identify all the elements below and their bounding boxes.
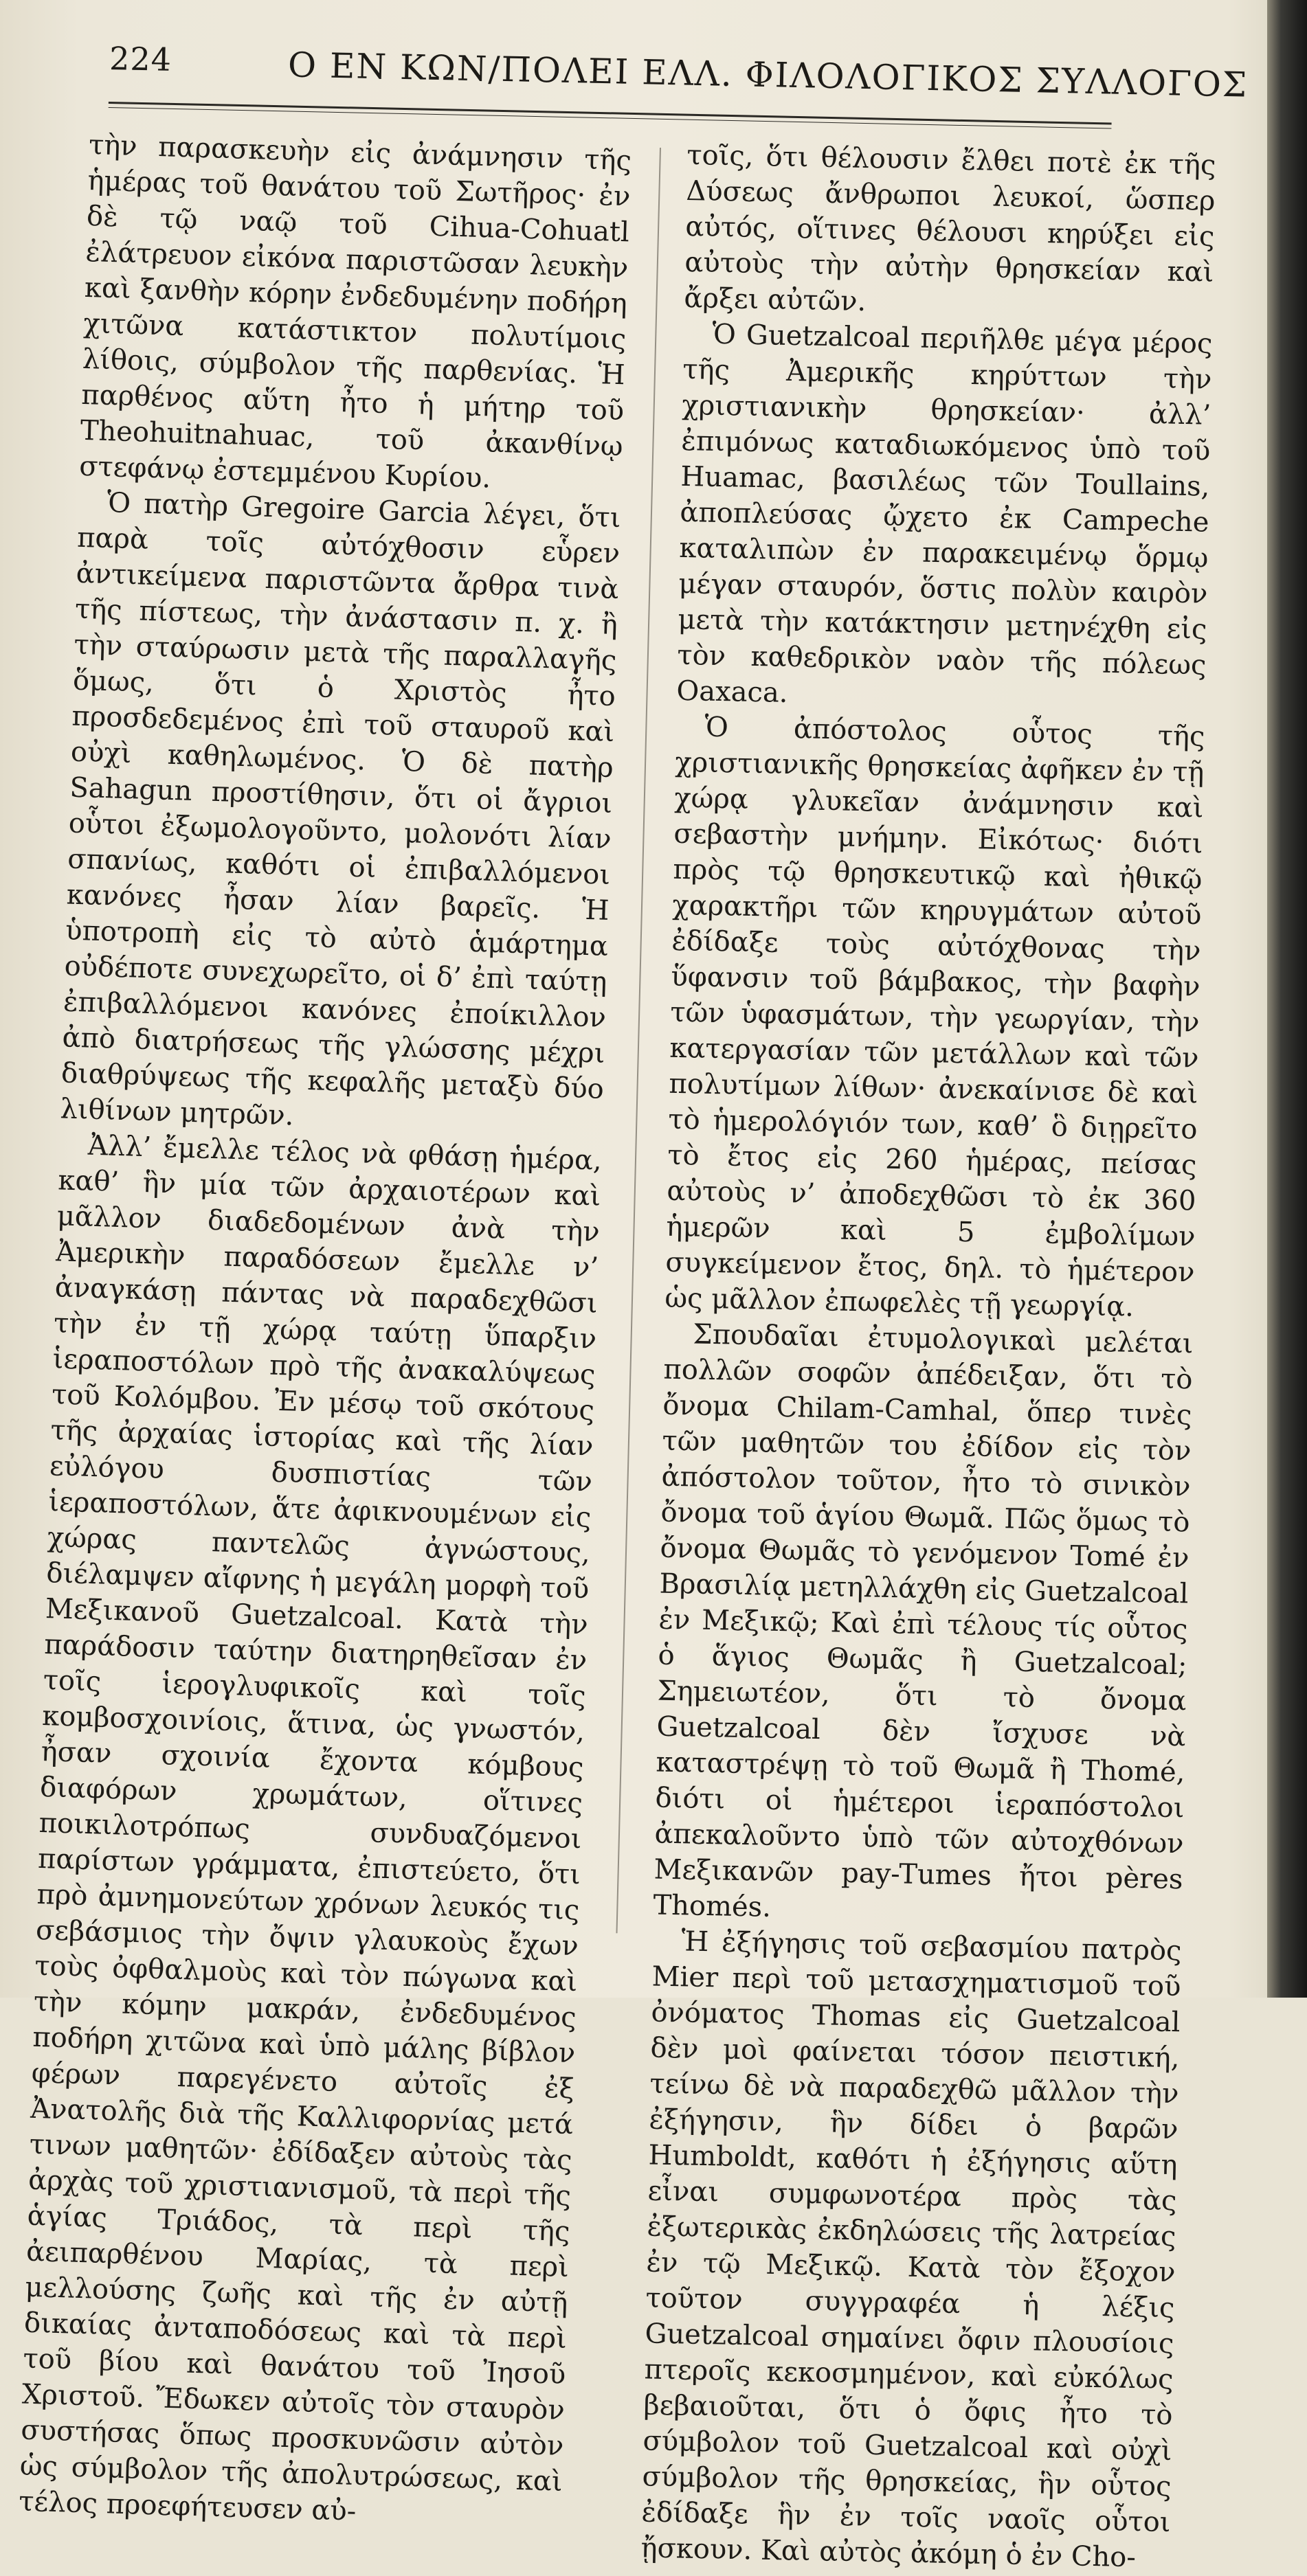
right-column [640,137,1216,2576]
paragraph: Ὁ Guetzalcoal περιῆλθε μέγα μέρος τῆς Ἀμερικῆς κηρύττων τὴν χριστιανικὴν θρησκείαν· ἀλλ’ ἐπιμόνως καταδιωκόμενος ὑπὸ τοῦ Huamac, βασιλέως τῶν Toullains, ἀποπλεύσας ᾤχετο ἐκ Campeche καταλιπὼν ἐν παρακειμένῳ ὅρμῳ μέγαν σταυρόν, ὅστις πολὺν καιρὸν μετὰ τὴν κατάκτησιν μετηνέχθη εἰς τὸν καθεδρικὸν ναὸν τῆς πόλεως Oaxaca. [676,318,1213,709]
running-title: Ο ΕΝ ΚΩΝ/ΠΟΛΕΙ ΕΛΛ. ΦΙΛΟΛΟΓΙΚΟΣ ΣΥΛΛΟΓΟΣ [287,45,1249,105]
paragraph: τοῖς, ὅτι θέλουσιν ἔλθει ποτὲ ἐκ τῆς Δύσεως ἄνθρωποι λευκοί, ὥσπερ αὐτός, οἵτινες θέλουσι κηρύξει εἰς αὐτοὺς τὴν αὐτὴν θρησκείαν καὶ ἄρξει αὐτῶν. [684,139,1216,318]
paragraph: Ἀλλ’ ἔμελλε τέλος νὰ φθάσῃ ἡμέρα, καθ’ ἣν μία τῶν ἀρχαιοτέρων καὶ μᾶλλον διαδεδομένων ἀνὰ τὴν Ἀμερικὴν παραδόσεων ἔμελλε ν’ ἀναγκάσῃ πάντας νὰ παραδεχθῶσι τὴν ἐν τῇ χώρᾳ ταύτῃ ὕπαρξιν ἱεραποστόλων πρὸ τῆς ἀνακαλύψεως τοῦ Κολόμβου. Ἐν μέσῳ τοῦ σκότους τῆς ἀρχαίας ἱστορίας καὶ τῆς λίαν εὐλόγου δυσπιστίας τῶν ἱεραποστόλων, ἅτε ἀφικνουμένων εἰς χώρας παντελῶς ἀγνώστους, διέλαμψεν αἴφνης ἡ μεγάλη μορφὴ τοῦ Μεξικανοῦ Guetzalcoal. Κατὰ τὴν παράδοσιν ταύτην διατηρηθεῖσαν ἐν τοῖς ἱερογλυφικοῖς καὶ τοῖς κομβοσχοινίοις, ἅτινα, ὡς γνωστόν, ἦσαν σχοινία ἔχοντα κόμβους διαφόρων χρωμάτων, οἵτινες ποικιλοτρόπως συνδυαζόμενοι παρίστων γράμματα, ἐπιστεύετο, ὅτι πρὸ ἀμνημονεύτων χρόνων λευκός τις σεβάσμιος τὴν ὄψιν γλαυκοὺς ἔχων τοὺς ὀφθαλμοὺς καὶ τὸν πώγωνα καὶ τὴν κόμην μακράν, ἐνδεδυμένος ποδήρη χιτῶνα καὶ ὑπὸ μάλης βίβλον φέρων παρεγένετο αὐτοῖς ἐξ Ἀνατολῆς διὰ τῆς Καλλιφορνίας μετά τινων μαθητῶν· ἐδίδαξεν αὐτοὺς τὰς ἀρχὰς τοῦ χριστιανισμοῦ, τὰ περὶ τῆς ἁγίας Τριάδος, τὰ περὶ τῆς ἀειπαρθένου Μαρίας, τὰ περὶ μελλούσης ζωῆς καὶ τῆς ἐν αὐτῇ δικαίας ἀνταποδόσεως καὶ τὰ περὶ τοῦ βίου καὶ θανάτου τοῦ Ἰησοῦ Χριστοῦ. Ἔδωκεν αὐτοῖς τὸν σταυρὸν συστήσας ὅπως προσκυνῶσιν αὐτὸν ὡς σύμβολον τῆς ἀπολυτρώσεως, καὶ τέλος προεφήτευσεν αὐ- [18,1129,603,2528]
page-header [108,33,1249,137]
paragraph: Ὁ πατὴρ Gregoire Garcia λέγει, ὅτι παρὰ τοῖς αὐτόχθοσιν εὗρεν ἀντικείμενα παριστῶντα ἄρθρα τινὰ τῆς πίστεως, τὴν ἀνάστασιν π. χ. ἢ τὴν σταύρωσιν μετὰ τῆς παραλλαγῆς ὅμως, ὅτι ὁ Χριστὸς ἦτο προσδεδεμένος ἐπὶ τοῦ σταυροῦ καὶ οὐχὶ καθηλωμένος. Ὁ δὲ πατὴρ Sahagun προστίθησιν, ὅτι οἱ ἄγριοι οὗτοι ἐξωμολογοῦντο, μολονότι λίαν σπανίως, καθότι οἱ ἐπιβαλλόμενοι κανόνες ἦσαν λίαν βαρεῖς. Ἡ ὑποτροπὴ εἰς τὸ αὐτὸ ἁμάρτημα οὐδέποτε συνεχωρεῖτο, οἱ δ’ ἐπὶ ταύτῃ ἐπιβαλλόμενοι κανόνες ἐποίκιλλον ἀπὸ διατρήσεως τῆς γλώσσης μέχρι διαθρύψεως τῆς κεφαλῆς μεταξὺ δύο λιθίνων μητρῶν. [59,487,622,1132]
page-number: 224 [109,39,172,78]
paragraph: Σπουδαῖαι ἐτυμολογικαὶ μελέται πολλῶν σοφῶν ἀπέδειξαν, ὅτι τὸ ὄνομα Chilam-Camhal, ὅπερ τινὲς τῶν μαθητῶν του ἐδίδον εἰς τὸν ἀπόστολον τοῦτον, ἦτο τὸ σινικὸν ὄνομα τοῦ ἁγίου Θωμᾶ. Πῶς ὅμως τὸ ὄνομα Θωμᾶς τὸ γενόμενον Tomé ἐν Βρασιλίᾳ μετηλλάχθη εἰς Guetzalcoal ἐν Μεξικῷ; Καὶ ἐπὶ τέλους τίς οὗτος ὁ ἅγιος Θωμᾶς ἢ Guetzalcoal; Σημειωτέον, ὅτι τὸ ὄνομα Guetzalcoal δὲν ἴσχυσε νὰ καταστρέψῃ τὸ τοῦ Θωμᾶ ἢ Thomé, διότι οἱ ἡμέτεροι ἱεραπόστολοι ἀπεκαλοῦντο ὑπὸ τῶν αὐτοχθόνων Μεξικανῶν pay-Tumes ἤτοι pères Thomés. [653,1318,1194,1923]
left-column [19,127,632,2535]
paragraph: Ἡ ἐξήγησις τοῦ σεβασμίου πατρὸς Mier περὶ τοῦ μετασχηματισμοῦ τοῦ ὀνόματος Thomas εἰς Guetzalcoal δὲν μοὶ φαίνεται τόσον πειστική, τείνω δὲ νὰ παραδεχθῶ μᾶλλον τὴν ἐξήγησιν, ἣν δίδει ὁ βαρῶν Humboldt, καθότι ἡ ἐξήγησις αὕτη εἶναι συμφωνοτέρα πρὸς τὰς ἐξωτερικὰς ἐκδηλώσεις τῆς λατρείας ἐν τῷ Μεξικῷ. Κατὰ τὸν ἔξοχον τοῦτον συγγραφέα ἡ λέξις Guetzalcoal σημαίνει ὄφιν πλουσίοις πτεροῖς κεκοσμημένον, καὶ εὐκόλως βεβαιοῦται, ὅτι ὁ ὄφις ἦτο τὸ σύμβολον τοῦ Guetzalcoal καὶ οὐχὶ σύμβολον τῆς θρησκείας, ἣν οὗτος ἐδίδαξε ἣν ἐν τοῖς ναοῖς οὗτοι ᾔσκουν. Καὶ αὐτὸς ἀκόμη ὁ ἐν Cho- [640,1925,1182,2574]
page-edge-shadow [1267,0,1307,1998]
header-rule-thin [109,107,1112,129]
paragraph: τὴν παρασκευὴν εἰς ἀνάμνησιν τῆς ἡμέρας τοῦ θανάτου τοῦ Σωτῆρος· ἐν δὲ τῷ ναῷ τοῦ Cihua-Cohuatl ἐλάτρευον εἰκόνα παριστῶσαν λευκὴν καὶ ξανθὴν κόρην ἐνδεδυμένην ποδήρη χιτῶνα κατάστικτον πολυτίμοις λίθοις, σύμβολον τῆς παρθενίας. Ἡ παρθένος αὕτη ἦτο ἡ μήτηρ τοῦ Theohuitnahuac, τοῦ ἀκανθίνῳ στεφάνῳ ἐστεμμένου Κυρίου. [78,128,632,495]
paragraph: Ὁ ἀπόστολος οὗτος τῆς χριστιανικῆς θρησκείας ἀφῆκεν ἐν τῇ χώρᾳ γλυκεῖαν ἀνάμνησιν καὶ σεβαστὴν μνήμην. Εἰκότως· διότι πρὸς τῷ θρησκευτικῷ καὶ ἠθικῷ χαρακτῆρι τῶν κηρυγμάτων αὐτοῦ ἐδίδαξε τοὺς αὐτόχθονας τὴν ὕφανσιν τοῦ βάμβακος, τὴν βαφὴν τῶν ὑφασμάτων, τὴν γεωργίαν, τὴν κατεργασίαν τῶν μετάλλων καὶ τῶν πολυτίμων λίθων· ἀνεκαίνισε δὲ καὶ τὸ ἡμερολόγιόν των, καθ’ ὃ διῃρεῖτο τὸ ἔτος εἰς 260 ἡμέρας, πείσας αὐτοὺς ν’ ἀποδεχθῶσι τὸ ἐκ 360 ἡμερῶν καὶ 5 ἐμβολίμων συγκείμενον ἔτος, δηλ. τὸ ἡμέτερον ὡς μᾶλλον ἐπωφελὲς τῇ γεωργίᾳ. [664,711,1205,1323]
header-rule [109,102,1112,125]
